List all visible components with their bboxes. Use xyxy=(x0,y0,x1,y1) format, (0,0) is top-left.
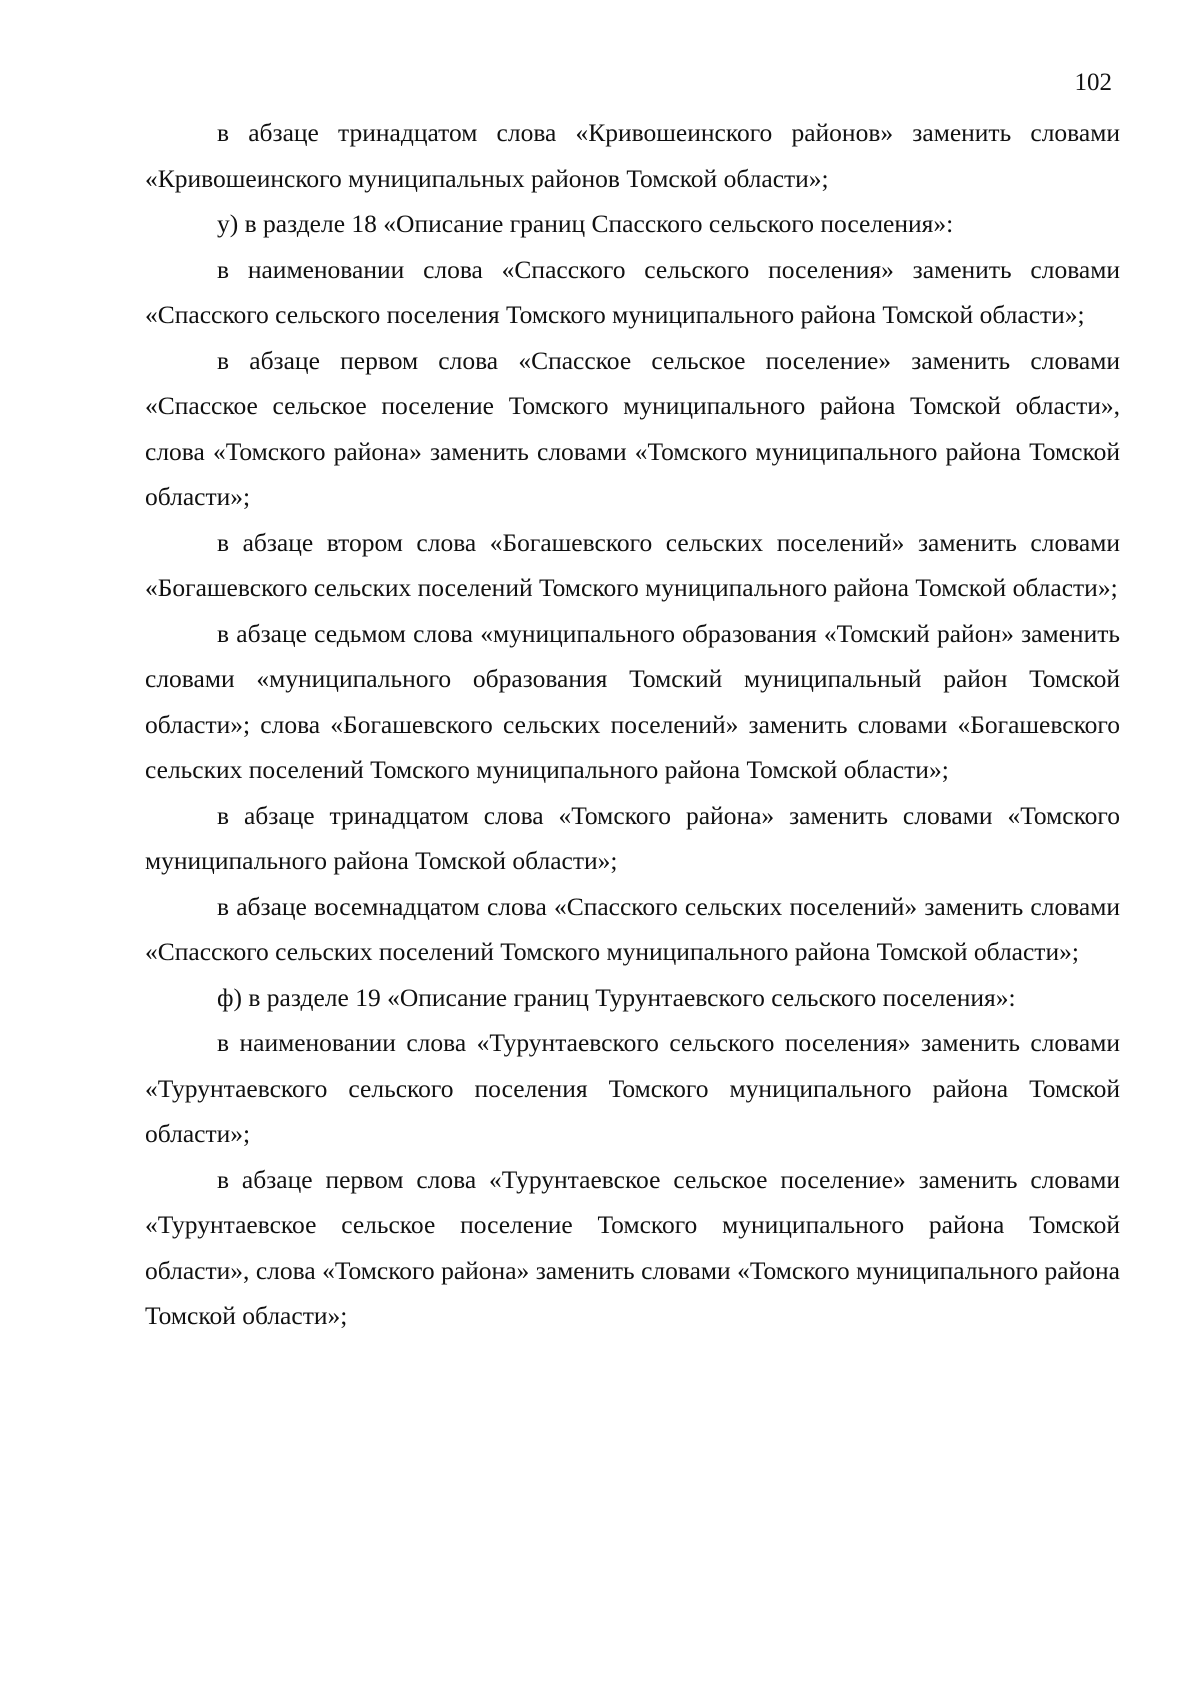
paragraph-8: в абзаце восемнадцатом слова «Спасского сельских поселений» заменить словами «Спасского сельских поселений Томского муниципального района Томской области»; xyxy=(145,891,1120,966)
paragraph-11: в абзаце первом слова «Турунтаевское сельское поселение» заменить словами «Турунтаевское сельское поселение Томского муниципального района Томской области», слова «Томского района» заменить словами «Томского муниципального района Томской области»; xyxy=(145,1164,1120,1330)
paragraph-item-u: у) в разделе 18 «Описание границ Спасского сельского поселения»: xyxy=(217,209,954,238)
document-body xyxy=(145,110,1120,1339)
paragraph-5: в абзаце втором слова «Богашевского сельских поселений» заменить словами «Богашевского сельских поселений Томского муниципального района Томской области»; xyxy=(145,527,1120,602)
paragraph-7: в абзаце тринадцатом слова «Томского района» заменить словами «Томского муниципального района Томской области»; xyxy=(145,800,1120,875)
paragraph-6: в абзаце седьмом слова «муниципального образования «Томский район» заменить словами «муниципального образования Томский муниципальный район Томской области»; слова «Богашевского сельских поселений» заменить словами «Богашевского сельских поселений Томского муниципального района Томской области»; xyxy=(145,618,1120,784)
paragraph-item-f: ф) в разделе 19 «Описание границ Турунтаевского сельского поселения»: xyxy=(217,982,1016,1012)
paragraph-1: в абзаце тринадцатом слова «Кривошеинского районов» заменить словами «Кривошеинского муниципальных районов Томской области»; xyxy=(145,118,1120,193)
paragraph-3: в наименовании слова «Спасского сельского поселения» заменить словами «Спасского сельского поселения Томского муниципального района Томской области»; xyxy=(145,254,1120,329)
paragraph-4: в абзаце первом слова «Спасское сельское поселение» заменить словами «Спасское сельское поселение Томского муниципального района Томской области», слова «Томского района» заменить словами «Томского муниципального района Томской области»; xyxy=(145,345,1120,511)
paragraph-10: в наименовании слова «Турунтаевского сельского поселения» заменить словами «Турунтаевского сельского поселения Томского муниципального района Томской области»; xyxy=(145,1028,1120,1148)
page-number: 102 xyxy=(1074,69,1112,96)
